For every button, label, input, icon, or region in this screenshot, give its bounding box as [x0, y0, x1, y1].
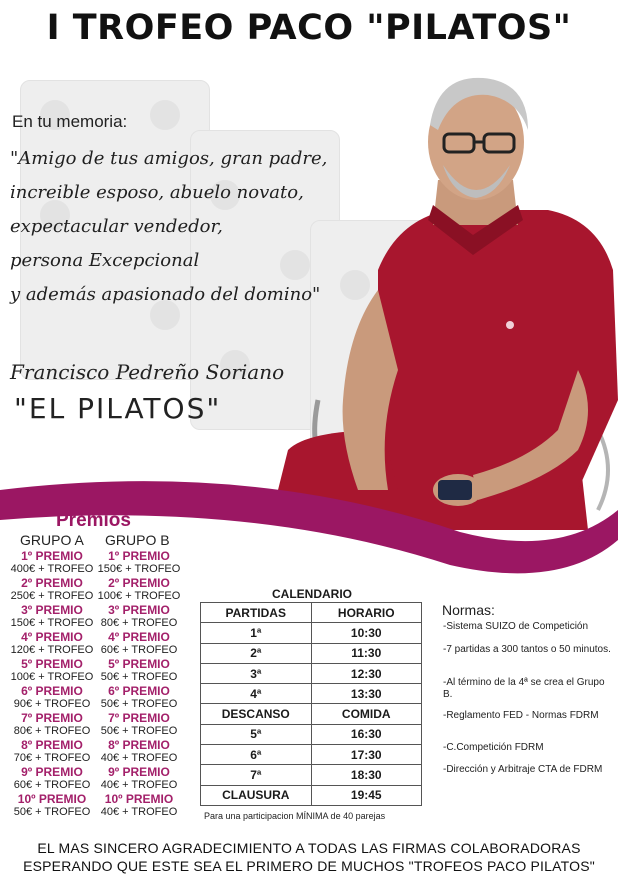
table-header: PARTIDAS	[201, 603, 312, 623]
prize-a-2: 2º PREMIO 250€ + TROFEO	[10, 576, 94, 602]
prize-a-9: 9º PREMIO 60€ + TROFEO	[13, 765, 91, 791]
prize-b-7: 7º PREMIO 50€ + TROFEO	[100, 711, 178, 737]
norma-item: -Dirección y Arbitraje CTA de FDRM	[443, 764, 603, 775]
table-row: DESCANSO COMIDA	[201, 704, 422, 724]
prize-a-6: 6º PREMIO 90€ + TROFEO	[13, 684, 91, 710]
table-row: 2ª 11:30	[201, 643, 422, 663]
table-row: 7ª 18:30	[201, 765, 422, 785]
nickname: "EL PILATOS"	[14, 392, 222, 425]
table-row: 1ª 10:30	[201, 623, 422, 643]
norma-item: -Al término de la 4ª se crea el Grupo B.	[443, 677, 605, 700]
prize-a-7: 7º PREMIO 80€ + TROFEO	[13, 711, 91, 737]
group-b-heading: GRUPO B	[105, 532, 170, 548]
prize-b-8: 8º PREMIO 40€ + TROFEO	[100, 738, 178, 764]
prize-a-8: 8º PREMIO 70€ + TROFEO	[13, 738, 91, 764]
prize-a-5: 5º PREMIO 100€ + TROFEO	[10, 657, 94, 683]
prize-b-10: 10º PREMIO 40€ + TROFEO	[100, 792, 178, 818]
table-header: HORARIO	[311, 603, 422, 623]
prize-b-9: 9º PREMIO 40€ + TROFEO	[100, 765, 178, 791]
premios-title: Premios	[56, 510, 131, 531]
prize-a-10: 10º PREMIO 50€ + TROFEO	[13, 792, 91, 818]
norma-item: -Reglamento FED - Normas FDRM	[443, 710, 599, 721]
norma-item: -Sistema SUIZO de Competición	[443, 621, 589, 632]
prize-b-2: 2º PREMIO 100€ + TROFEO	[97, 576, 181, 602]
full-name: Francisco Pedreño Soriano	[10, 360, 285, 384]
prize-a-3: 3º PREMIO 150€ + TROFEO	[10, 603, 94, 629]
footer-line: EL MAS SINCERO AGRADECIMIENTO A TODAS LAS FIRMAS COLABORADORAS	[37, 840, 581, 856]
prize-b-3: 3º PREMIO 80€ + TROFEO	[100, 603, 178, 629]
quote-line: persona Excepcional	[10, 250, 200, 271]
normas-title: Normas:	[442, 602, 495, 618]
quote-line: "Amigo de tus amigos, gran padre,	[10, 148, 328, 169]
footer-thanks	[0, 839, 618, 875]
prize-b-1: 1º PREMIO 150€ + TROFEO	[97, 549, 181, 575]
table-row: 5ª 16:30	[201, 724, 422, 744]
table-row: 4ª 13:30	[201, 684, 422, 704]
quote-line: increible esposo, abuelo novato,	[10, 182, 304, 203]
prize-b-4: 4º PREMIO 60€ + TROFEO	[100, 630, 178, 656]
table-row: 3ª 12:30	[201, 663, 422, 683]
prize-b-5: 5º PREMIO 50€ + TROFEO	[100, 657, 178, 683]
prize-b-6: 6º PREMIO 50€ + TROFEO	[100, 684, 178, 710]
calendario-note: Para una participacion MÍNIMA de 40 parejas	[204, 811, 386, 821]
norma-item: -C.Competición FDRM	[443, 742, 544, 753]
calendario-table	[200, 602, 422, 806]
poster-title: I TROFEO PACO "PILATOS"	[46, 8, 572, 48]
quote-line: expectacular vendedor,	[10, 216, 223, 237]
footer-line: ESPERANDO QUE ESTE SEA EL PRIMERO DE MUCHOS "TROFEOS PACO PILATOS"	[23, 858, 595, 874]
norma-item: -7 partidas a 300 tantos o 50 minutos.	[443, 644, 611, 655]
calendario-title: CALENDARIO	[272, 587, 352, 601]
table-row: CLAUSURA 19:45	[201, 785, 422, 805]
prize-a-1: 1º PREMIO 400€ + TROFEO	[10, 549, 94, 575]
quote-line: y además apasionado del domino"	[10, 284, 321, 305]
memoria-intro: En tu memoria:	[12, 112, 128, 131]
prize-a-4: 4º PREMIO 120€ + TROFEO	[10, 630, 94, 656]
table-row: 6ª 17:30	[201, 745, 422, 765]
group-a-heading: GRUPO A	[20, 532, 84, 548]
table-row	[201, 603, 422, 623]
